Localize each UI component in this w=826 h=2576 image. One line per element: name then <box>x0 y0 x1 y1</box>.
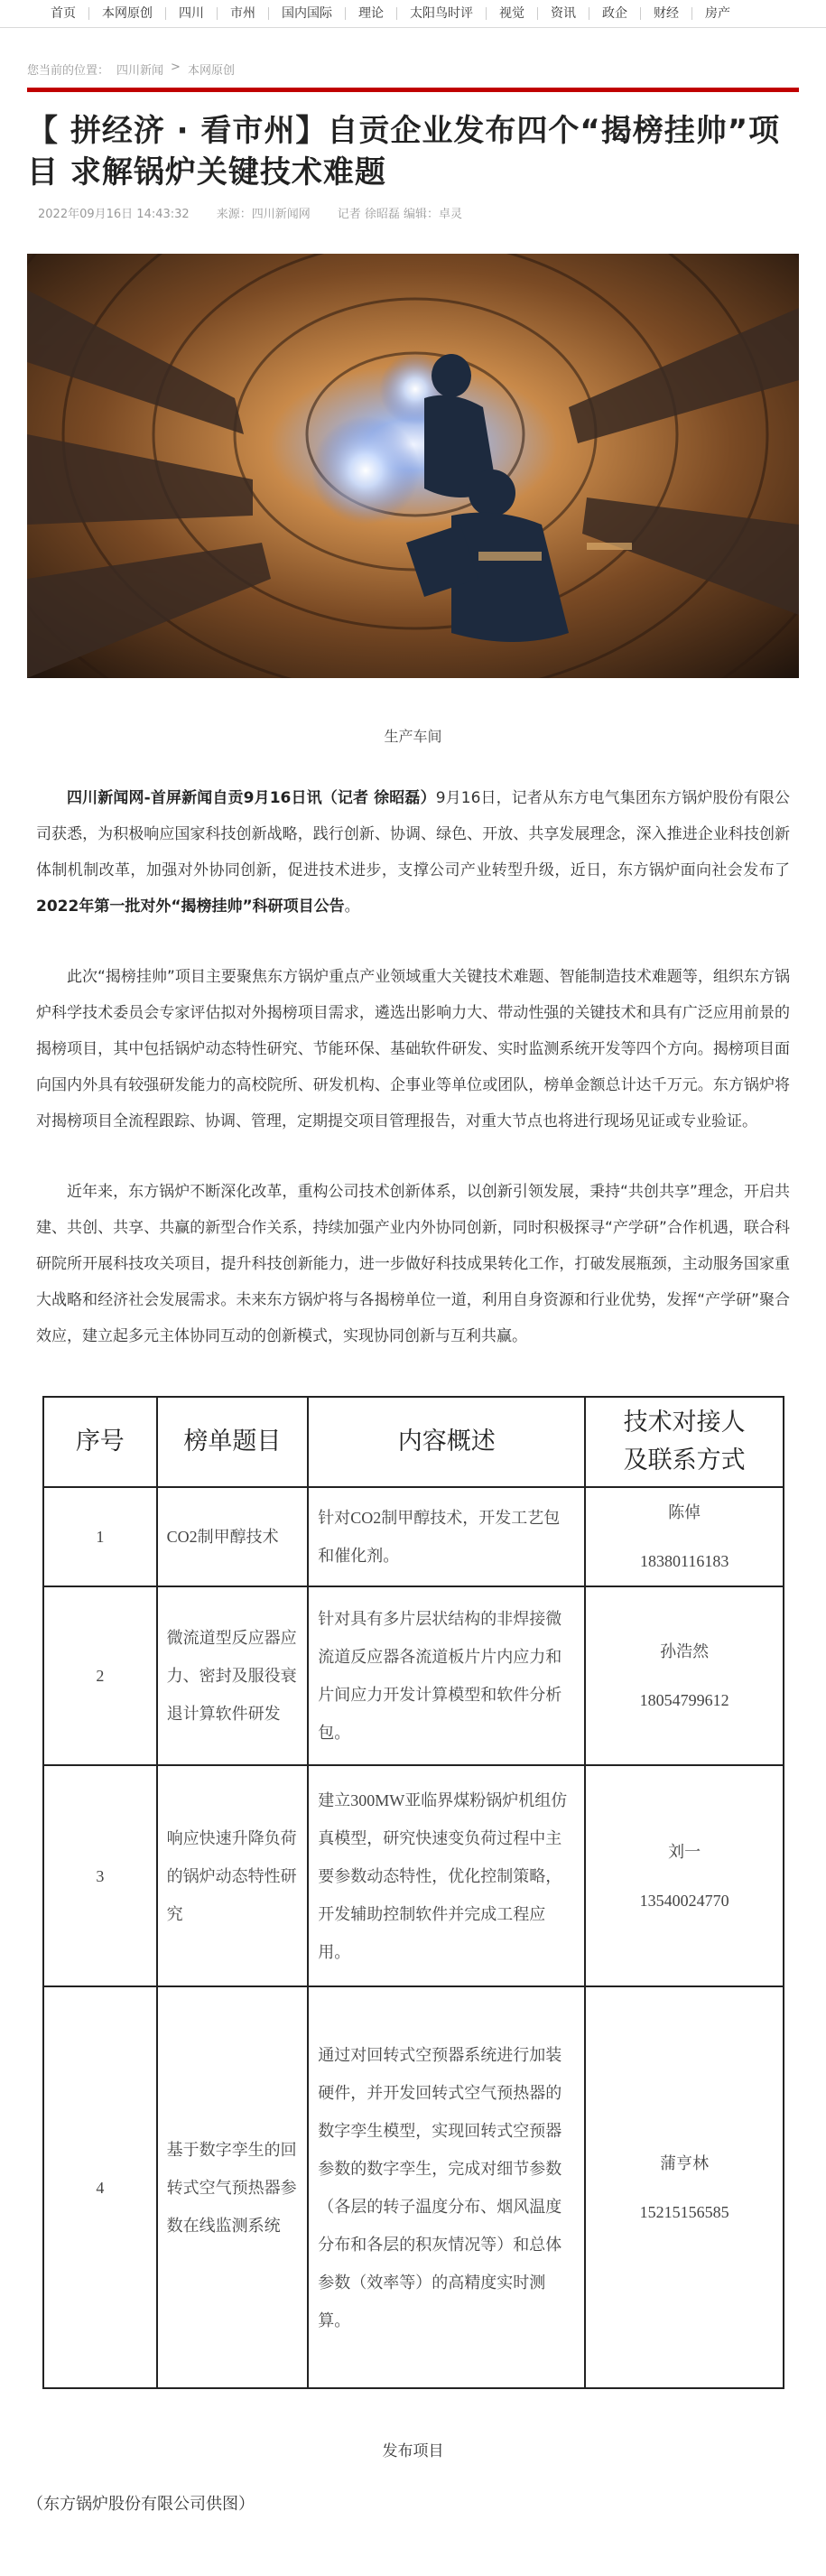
row-topic: 微流道型反应器应力、密封及服役衰退计算软件研发 <box>157 1586 309 1765</box>
source-label: 来源： <box>216 208 252 221</box>
article-credits <box>338 204 462 221</box>
nav-item-original[interactable]: 本网原创 <box>89 7 166 20</box>
row-desc: 针对具有多片层状结构的非焊接微流道反应器各流道板片片内应力和片间应力开发计算模型和软件分析包。 <box>308 1586 585 1765</box>
header-desc: 内容概述 <box>308 1397 585 1487</box>
editor-label: 编辑： <box>404 208 440 221</box>
row-contact <box>585 1487 784 1586</box>
paragraph-1-end: 。 <box>344 897 360 916</box>
header-contact-line2: 及联系方式 <box>623 1446 746 1474</box>
row-no: 3 <box>43 1765 157 1986</box>
paragraph-1 <box>36 780 790 925</box>
article-meta <box>38 204 788 221</box>
nav-item-cities[interactable]: 市州 <box>218 7 269 20</box>
workshop-photo <box>27 254 799 678</box>
nav-item-visual[interactable]: 视觉 <box>487 7 538 20</box>
contact-phone: 13540024770 <box>639 1891 729 1910</box>
contact-phone: 18380116183 <box>640 1552 729 1570</box>
top-nav <box>0 0 826 28</box>
breadcrumb-section-link[interactable]: 本网原创 <box>187 64 235 78</box>
photo-credit: （东方锅炉股份有限公司供图） <box>27 2495 255 2514</box>
row-no: 1 <box>43 1487 157 1586</box>
table-header-row <box>43 1397 784 1487</box>
table-row <box>43 1986 784 2388</box>
row-contact <box>585 1765 784 1986</box>
paragraph-2: 此次“揭榜挂帅”项目主要聚焦东方锅炉重点产业领域重大关键技术难题、智能制造技术难题等，组织东方锅炉科学技术委员会专家评估拟对外揭榜项目需求，遴选出影响力大、带动性强的关键技术和具有广泛应用前景的揭榜项目，其中包括锅炉动态特性研究、节能环保、基础软件研发、实时监测系统开发等四个方向。揭榜项目面向国内外具有较强研发能力的高校院所、研发机构、企事业等单位或团队，榜单金额总计达千万元。东方锅炉将对揭榜项目全流程跟踪、协调、管理，定期提交项目管理报告，对重大节点也将进行现场见证或专业验证。 <box>36 968 790 1130</box>
row-desc: 通过对回转式空预器系统进行加装硬件，并开发回转式空气预热器的数字孪生模型，实现回转式空预器参数的数字孪生，完成对细节参数（各层的转子温度分布、烟风温度分布和各层的积灰情况等）和总体参数（效率等）的高精度实时测算。 <box>308 1986 585 2388</box>
table-caption: 发布项目 <box>382 2442 444 2460</box>
row-topic: CO2制甲醇技术 <box>157 1487 309 1586</box>
reporter-label: 记者 <box>337 208 361 221</box>
contact-name: 刘一 <box>668 1842 701 1861</box>
breadcrumb-separator: > <box>171 60 181 74</box>
header-no: 序号 <box>43 1397 157 1487</box>
contact-name: 陈倬 <box>668 1503 701 1521</box>
row-desc: 建立300MW亚临界煤粉锅炉机组仿真模型，研究快速变负荷过程中主要参数动态特性，优化控制策略，开发辅助控制软件并完成工程应用。 <box>308 1765 585 1986</box>
row-no: 2 <box>43 1586 157 1765</box>
nav-item-theory[interactable]: 理论 <box>346 7 397 20</box>
header-contact <box>585 1397 784 1487</box>
nav-item-home[interactable]: 首页 <box>38 7 89 20</box>
row-topic: 响应快速升降负荷的锅炉动态特性研究 <box>157 1765 309 1986</box>
article-date: 2022年09月16日 14:43:32 <box>38 208 190 221</box>
row-contact <box>585 1986 784 2388</box>
paragraph-3: 近年来，东方锅炉不断深化改革，重构公司技术创新体系，以创新引领发展，秉持“共创共享”理念，开启共建、共创、共享、共赢的新型合作关系，持续加强产业内外协同创新，同时积极探寻“产学研”合作机遇，联合科研院所开展科技攻关项目，提升科技创新能力，进一步做好科技成果转化工作，打破发展瓶颈，主动服务国家重大战略和经济社会发展需求。未来东方锅炉将与各揭榜单位一道，利用自身资源和行业优势，发挥“产学研”聚合效应，建立起多元主体协同互动的创新模式，实现协同创新与互利共赢。 <box>36 1183 790 1345</box>
project-table <box>42 1396 784 2389</box>
table-row <box>43 1765 784 1986</box>
breadcrumb-prefix: 您当前的位置： <box>27 64 110 78</box>
contact-name: 孙浩然 <box>660 1642 710 1660</box>
nav-item-finance[interactable]: 财经 <box>641 7 692 20</box>
nav-item-world[interactable]: 国内国际 <box>269 7 346 20</box>
reporter-name: 徐昭磊 <box>364 208 400 221</box>
article-title: 【 拼经济 · 看市州】自贡企业发布四个“揭榜挂帅”项目 求解锅炉关键技术难题 <box>27 113 781 191</box>
source-name: 四川新闻网 <box>251 208 311 221</box>
article-source <box>217 204 311 221</box>
table-row <box>43 1487 784 1586</box>
breadcrumb <box>27 60 799 92</box>
contact-name: 蒲亨林 <box>660 2153 710 2172</box>
paragraph-1-body: 9月16日，记者从东方电气集团东方锅炉股份有限公司获悉，为积极响应国家科技创新战略，践行创新、协调、绿色、开放、共享发展理念，深入推进企业科技创新体制机制改革，加强对外协同创新，促进技术进步，支撑公司产业转型升级，近日，东方锅炉面向社会发布了 <box>36 789 790 879</box>
article-photo <box>27 254 799 678</box>
nav-item-commentary[interactable]: 太阳鸟时评 <box>397 7 487 20</box>
header-contact-line1: 技术对接人 <box>623 1409 746 1437</box>
paragraph-1-lead: 四川新闻网-首屏新闻自贡9月16日讯（记者 徐昭磊） <box>67 789 436 807</box>
contact-phone: 15215156585 <box>639 2202 729 2221</box>
photo-caption: 生产车间 <box>384 728 442 745</box>
row-contact <box>585 1586 784 1765</box>
header-topic: 榜单题目 <box>157 1397 309 1487</box>
table-row <box>43 1586 784 1765</box>
breadcrumb-site-link[interactable]: 四川新闻 <box>116 64 164 78</box>
nav-item-realestate[interactable]: 房产 <box>705 6 730 21</box>
row-topic: 基于数字孪生的回转式空气预热器参数在线监测系统 <box>157 1986 309 2388</box>
nav-item-sichuan[interactable]: 四川 <box>166 7 218 20</box>
contact-phone: 18054799612 <box>639 1691 729 1709</box>
row-no: 4 <box>43 1986 157 2388</box>
row-desc: 针对CO2制甲醇技术，开发工艺包和催化剂。 <box>308 1487 585 1586</box>
nav-item-gov[interactable]: 政企 <box>589 7 641 20</box>
paragraph-1-bold: 2022年第一批对外“揭榜挂帅”科研项目公告 <box>36 897 345 916</box>
editor-name: 卓灵 <box>439 208 463 221</box>
nav-item-news[interactable]: 资讯 <box>538 7 589 20</box>
